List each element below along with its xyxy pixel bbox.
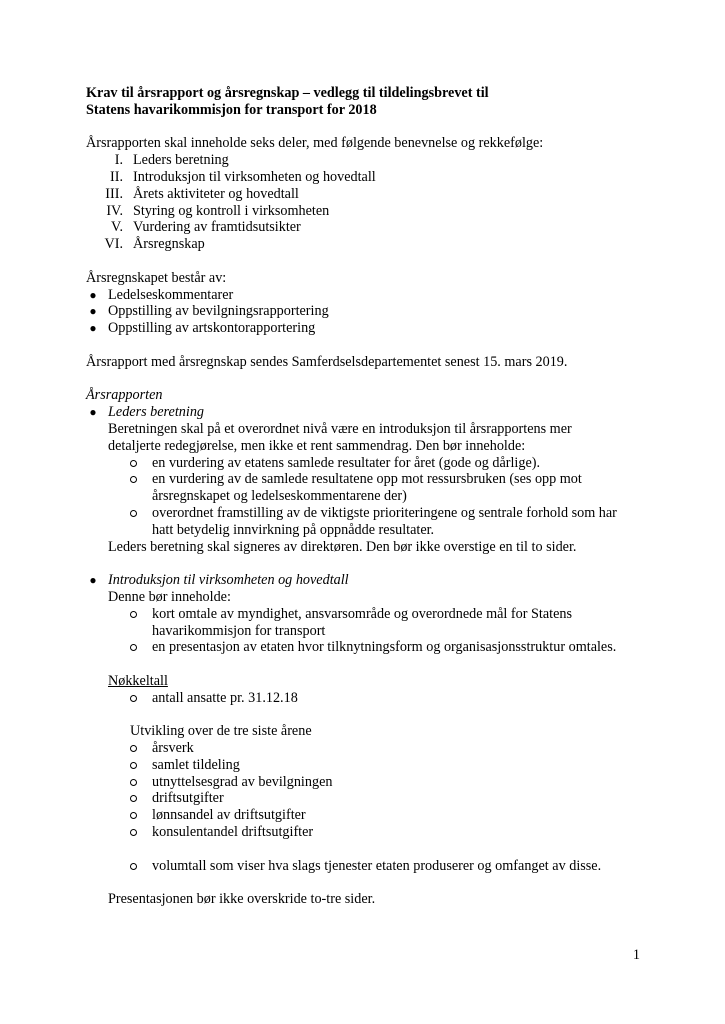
list-item: ● Oppstilling av bevilgningsrapportering: [86, 303, 646, 320]
list-item: driftsutgifter: [130, 790, 646, 807]
leders-section: [86, 404, 646, 555]
circle-bullet-icon: [130, 745, 137, 752]
bullet-icon: ●: [89, 304, 97, 319]
introduksjon-sublist: [108, 606, 646, 656]
leders-closing: Leders beretning skal signeres av direktøren. Den bør ikke overstige en til to sider.: [108, 538, 577, 555]
list-item: VI. Årsregnskap: [104, 236, 205, 253]
deadline-text: Årsrapport med årsregnskap sendes Samferdselsdepartementet senest 15. mars 2019.: [86, 353, 568, 370]
list-item: lønnsandel av driftsutgifter: [130, 807, 646, 824]
list-item: utnyttelsesgrad av bevilgningen: [130, 774, 646, 791]
leders-sublist: [108, 455, 646, 539]
circle-bullet-icon: [130, 510, 137, 517]
list-item: ● Leders beretning Beretningen skal på et overordnet nivå være en introduksjon til årsrapportens mer detaljerte redegjørelse, men ikke et rent sammendrag. Den bør inneholde: en vurdering av etatens samlede resultater for året (gode og dårlige). en vurdering av de samlede resultatene opp mot ressursbruken (ses opp mot årsregnskapet og ledelseskommentarene der) overordnet framstilling av de viktigste prioriteringene og sentrale forhold som har hatt betydelig innvirkning på oppnådde resultater. Leders beretning skal signeres av direktøren. Den bør ikke overstige en til to sider.: [86, 404, 646, 555]
circle-bullet-icon: [130, 795, 137, 802]
list-item: III. Årets aktiviteter og hovedtall: [105, 185, 299, 202]
section-heading: Årsrapporten: [86, 387, 163, 404]
list-item: II. Introduksjon til virksomheten og hovedtall: [110, 168, 376, 185]
circle-bullet-icon: [130, 695, 137, 702]
circle-bullet-icon: [130, 644, 137, 651]
page-number: 1: [632, 947, 640, 963]
utvikling-list: [108, 740, 646, 841]
list-item: overordnet framstilling av de viktigste prioriteringene og sentrale forhold som har hatt betydelig innvirkning på oppnådde resultater.: [130, 505, 646, 539]
leders-heading: Leders beretning: [108, 404, 205, 421]
circle-bullet-icon: [130, 779, 137, 786]
list-item: en vurdering av etatens samlede resultater for året (gode og dårlige).: [130, 455, 646, 472]
list-item: V. Vurdering av framtidsutsikter: [111, 219, 301, 236]
list-item: antall ansatte pr. 31.12.18: [130, 690, 646, 707]
bullet-icon: ●: [89, 573, 97, 588]
list-item: I. Leders beretning: [114, 152, 229, 169]
circle-bullet-icon: [130, 762, 137, 769]
document-title: Krav til årsrapport og årsregnskap – vedlegg til tildelingsbrevet til Statens havarikommisjon for transport for 2018: [86, 85, 489, 118]
list-item: ● Oppstilling av artskontorapportering: [86, 320, 646, 337]
list-item: en vurdering av de samlede resultatene opp mot ressursbruken (ses opp mot årsregnskapet og ledelseskommentarene der): [130, 471, 646, 505]
intro-text: Årsrapporten skal inneholde seks deler, med følgende benevnelse og rekkefølge:: [86, 135, 544, 152]
parts-list: [86, 152, 646, 253]
list-item: ● Ledelseskommentarer: [86, 287, 646, 304]
circle-bullet-icon: [130, 863, 137, 870]
circle-bullet-icon: [130, 829, 137, 836]
nokkeltall-section: [86, 673, 646, 908]
list-item: årsverk: [130, 740, 646, 757]
regnskap-intro: Årsregnskapet består av:: [86, 269, 227, 286]
bullet-icon: ●: [89, 287, 97, 302]
list-item: ● Introduksjon til virksomheten og hovedtall Denne bør inneholde: kort omtale av myndighet, ansvarsområde og overordnede mål for Statens havarikommisjon for transport en presentasjon av etaten hvor tilknytningsform og organisasjonsstruktur omtales.: [86, 572, 646, 656]
list-item: IV. Styring og kontroll i virksomheten: [106, 202, 330, 219]
circle-bullet-icon: [130, 476, 137, 483]
introduksjon-section: [86, 572, 646, 656]
circle-bullet-icon: [130, 460, 137, 467]
list-item: en presentasjon av etaten hvor tilknytningsform og organisasjonsstruktur omtales.: [130, 639, 646, 656]
bullet-icon: ●: [89, 405, 97, 420]
introduksjon-heading: Introduksjon til virksomheten og hovedtall: [108, 572, 349, 589]
list-item: konsulentandel driftsutgifter: [130, 824, 646, 841]
bullet-icon: ●: [89, 321, 97, 336]
circle-bullet-icon: [130, 611, 137, 618]
list-item: kort omtale av myndighet, ansvarsområde og overordnede mål for Statens havarikommisjon for transport: [130, 606, 646, 640]
document-page: [86, 85, 646, 908]
circle-bullet-icon: [130, 812, 137, 819]
presentasjon-text: Presentasjonen bør ikke overskride to-tre sider.: [108, 891, 376, 908]
utvikling-heading: Utvikling over de tre siste årene: [130, 723, 312, 740]
list-item: samlet tildeling: [130, 757, 646, 774]
list-item: volumtall som viser hva slags tjenester etaten produserer og omfanget av disse.: [130, 858, 646, 875]
regnskap-list: [86, 287, 646, 337]
nokkeltall-heading: Nøkkeltall: [108, 672, 168, 689]
